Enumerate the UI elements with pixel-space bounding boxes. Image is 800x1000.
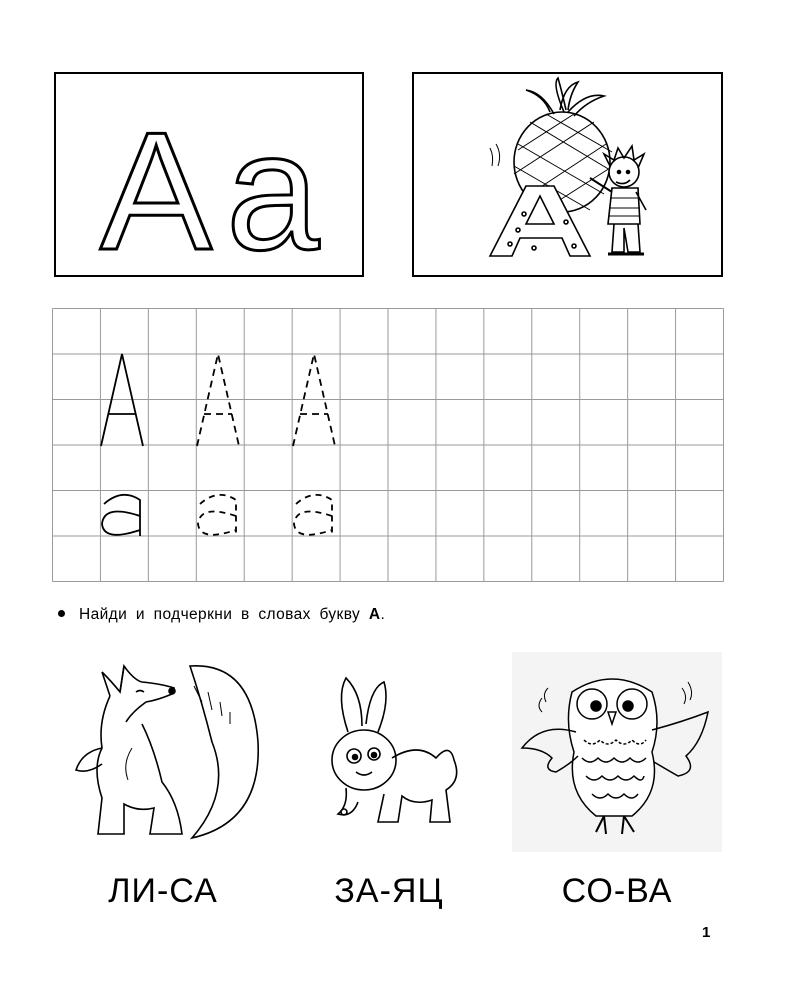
word-owl: СО-ВА xyxy=(561,872,673,910)
instruction-end: . xyxy=(380,606,386,623)
pineapple-leaf xyxy=(526,90,554,114)
outlined-letter-upper: A xyxy=(100,97,213,275)
fox-illustration xyxy=(62,652,262,852)
owl-illustration xyxy=(512,652,722,852)
instruction xyxy=(58,606,385,624)
bullet-icon xyxy=(58,610,65,617)
hare-illustration xyxy=(318,672,468,842)
letter-display-box xyxy=(54,72,364,277)
practice-grid xyxy=(52,308,724,582)
fox-tail xyxy=(190,666,258,838)
instruction-highlight-letter: А xyxy=(368,606,381,623)
hare-ear-left xyxy=(341,678,362,732)
word-fox: ЛИ-СА xyxy=(108,872,218,910)
page-number: 1 xyxy=(702,924,711,941)
word-hare: ЗА-ЯЦ xyxy=(334,872,444,910)
outlined-letters xyxy=(56,74,362,275)
outlined-letter-lower: a xyxy=(226,97,320,275)
pineapple-boy-illustration xyxy=(414,74,721,275)
grid-svg xyxy=(52,308,724,582)
boy-head xyxy=(609,157,639,187)
trace-letter-lower-2 xyxy=(294,495,332,536)
hare-head xyxy=(332,730,396,790)
grid-lines xyxy=(53,309,724,582)
instruction-text: Найди и подчеркни в словах букву xyxy=(79,606,369,623)
trace-letter-lower-1 xyxy=(198,495,236,536)
hare-ear-right xyxy=(366,682,386,732)
sample-letter-lower xyxy=(102,495,140,536)
picture-box xyxy=(412,72,723,277)
